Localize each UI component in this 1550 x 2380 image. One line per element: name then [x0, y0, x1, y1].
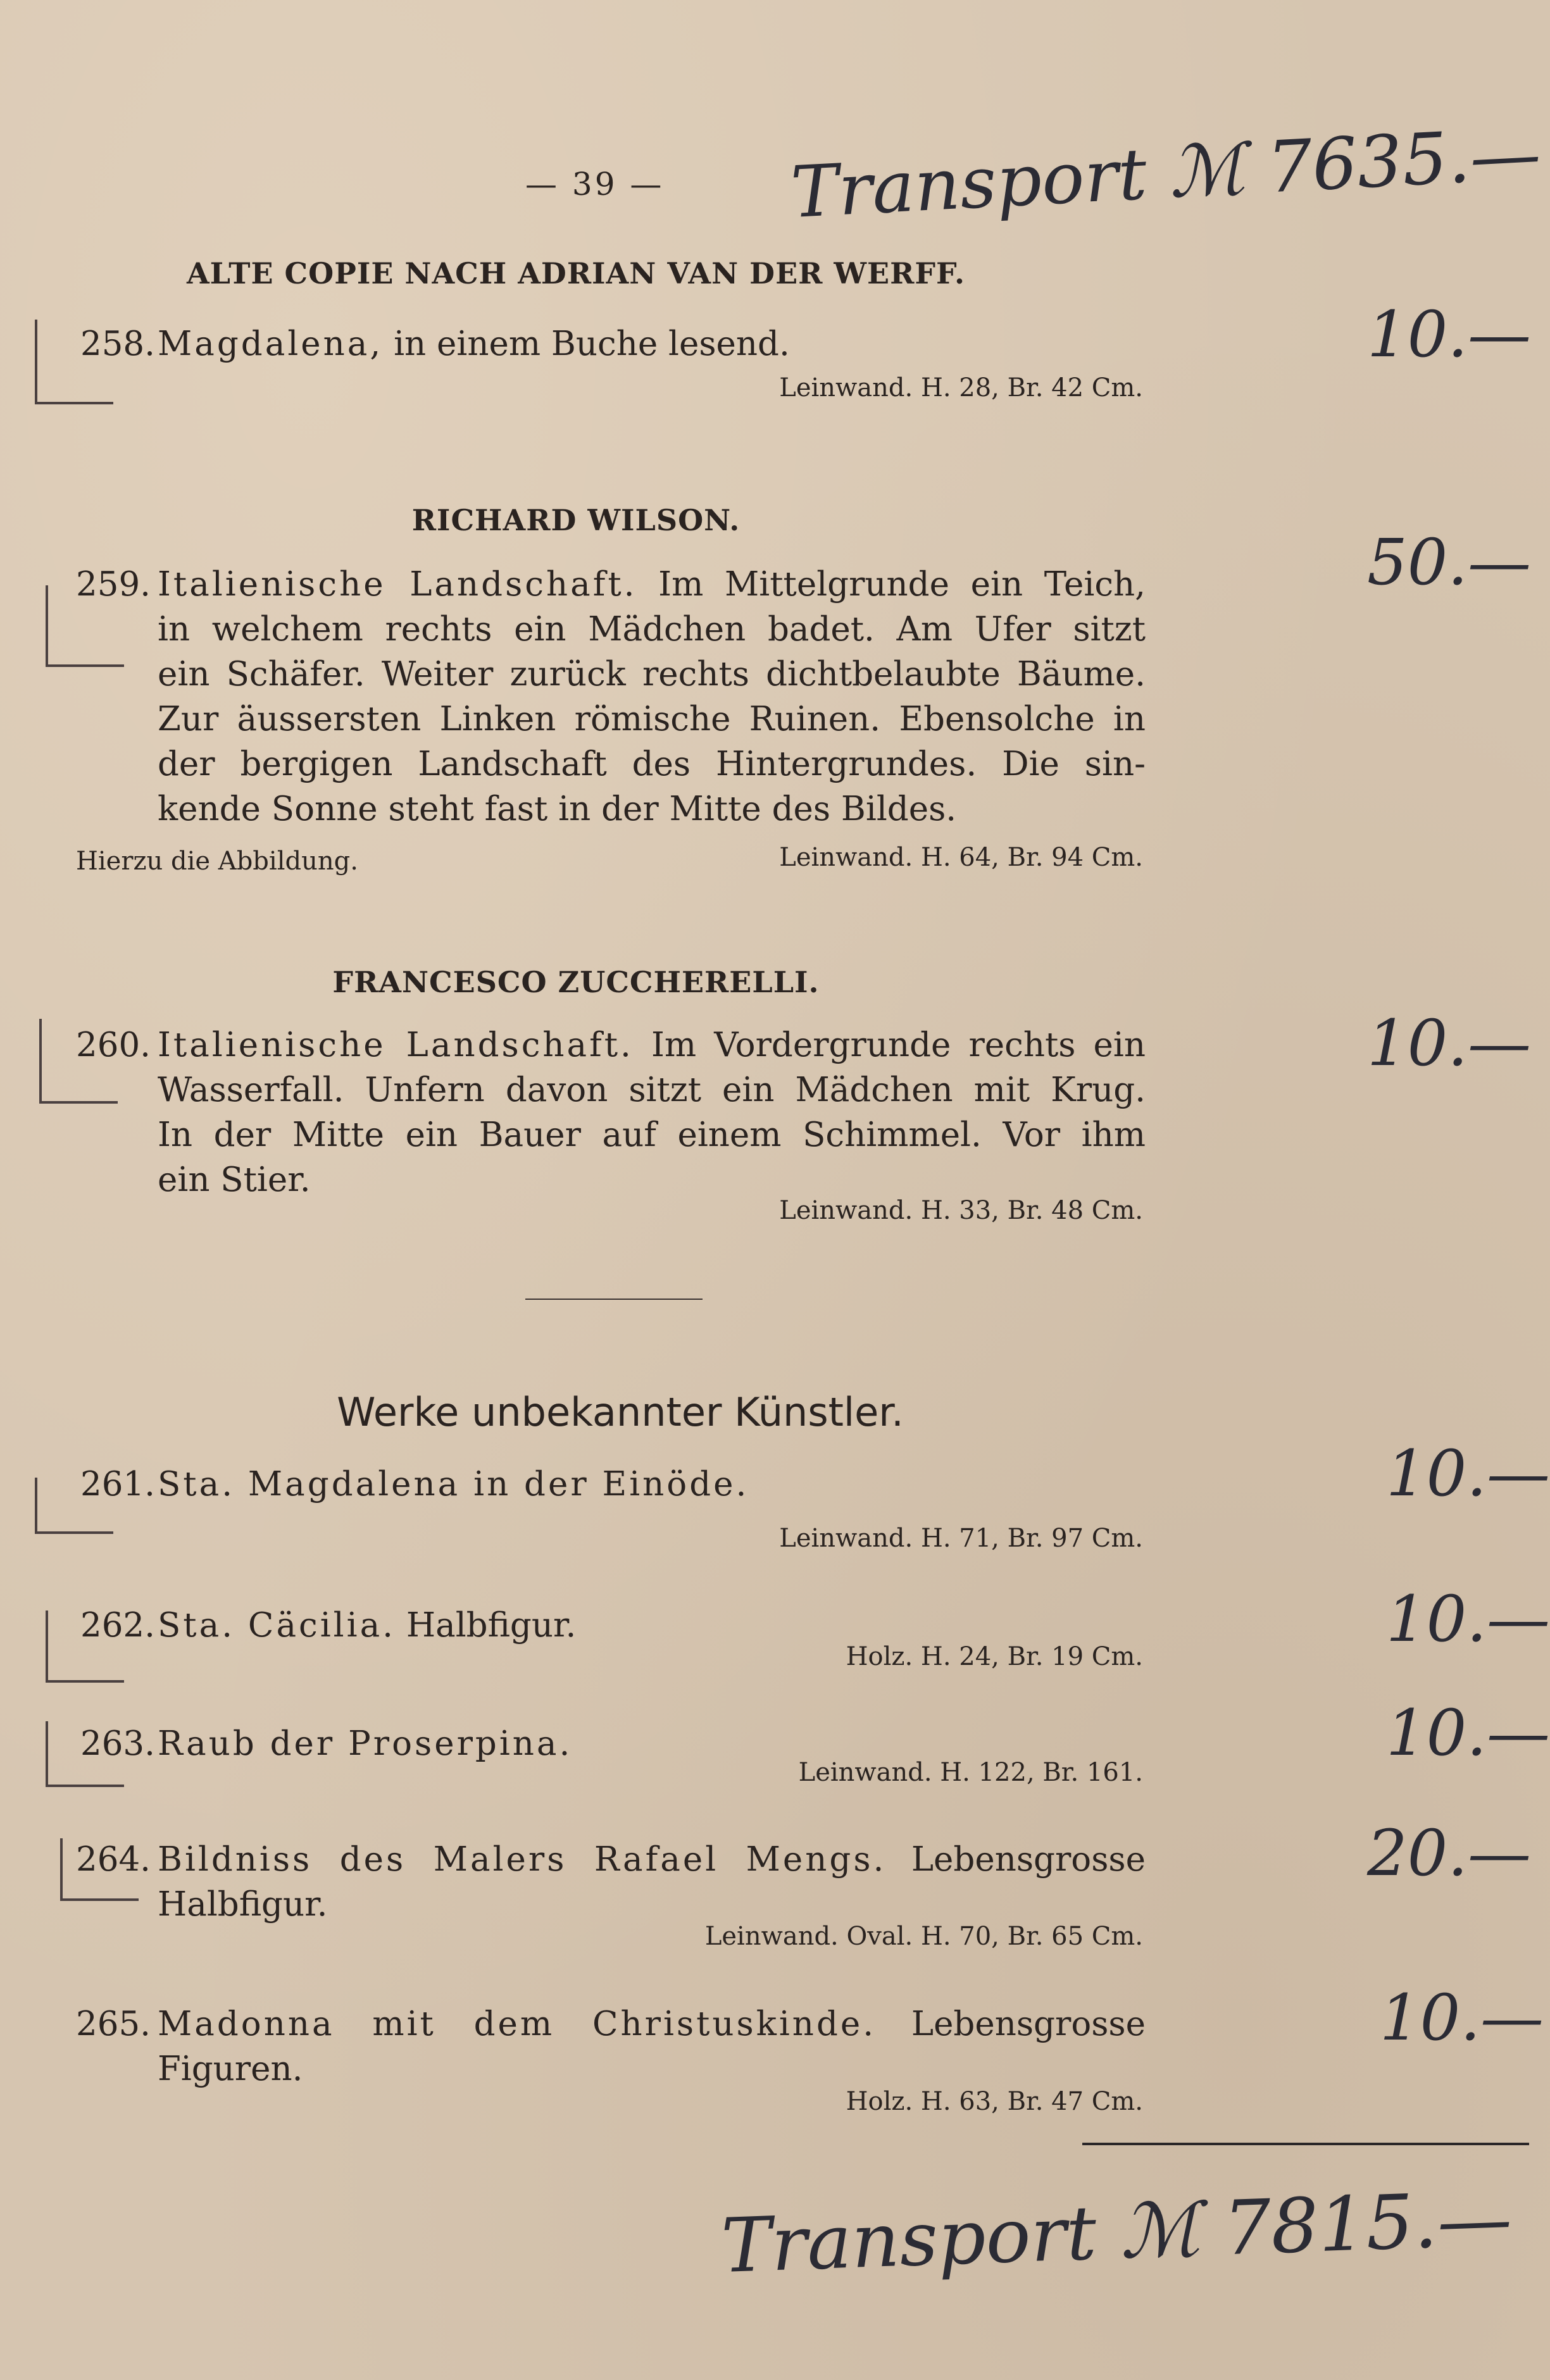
- entry-medium-263: Leinwand. H. 122, Br. 161.: [798, 1758, 1143, 1787]
- entry-medium-258: Leinwand. H. 28, Br. 42 Cm.: [779, 373, 1143, 402]
- total-rule: [1082, 2143, 1529, 2145]
- catalog-entry-262: [76, 1603, 1146, 1648]
- entry-text: Lebensgrosse: [911, 2005, 1146, 2043]
- entry-title: Sta. Magdalena in der Einöde.: [158, 1465, 749, 1504]
- entry-number: 262.: [80, 1606, 155, 1645]
- entry-text: Lebensgrosse: [911, 1840, 1146, 1879]
- artist-heading-wilson: RICHARD WILSON.: [411, 503, 741, 537]
- artist-heading-zuccherelli: FRANCESCO ZUCCHERELLI.: [332, 965, 820, 999]
- entry-title: Raub der Proserpina.: [158, 1724, 573, 1763]
- entry-medium-259: Leinwand. H. 64, Br. 94 Cm.: [779, 843, 1143, 872]
- entry-number: 258.: [80, 325, 155, 363]
- entry-medium-260: Leinwand. H. 33, Br. 48 Cm.: [779, 1196, 1143, 1225]
- entry-title: Sta. Cäcilia.: [158, 1606, 396, 1645]
- price-261: 10.—: [1386, 1436, 1550, 1511]
- price-258: 10.—: [1367, 297, 1532, 371]
- entry-title: Bildniss des Malers Rafael Mengs.: [158, 1840, 887, 1879]
- section-divider: [525, 1299, 703, 1300]
- entry-number: 260.: [76, 1026, 151, 1064]
- catalog-entry-264: [76, 1837, 1146, 1927]
- handwritten-transport-bottom: Transport ℳ 7815.—: [720, 2174, 1514, 2290]
- entry-text: Zur äussersten Linken römische Ruinen. Ebensolche in: [158, 700, 1146, 738]
- handwritten-transport-top: Transport ℳ 7635.—: [789, 113, 1543, 234]
- entry-number: 263.: [80, 1724, 155, 1763]
- entry-title: Italienische Landschaft.: [158, 565, 637, 604]
- catalog-entry-259: [76, 562, 1146, 832]
- entry-text: Figuren.: [158, 2050, 303, 2088]
- catalog-entry-261: [76, 1462, 1146, 1507]
- entry-title: Madonna mit dem Christuskinde.: [158, 2005, 877, 2043]
- entry-medium-264: Leinwand. Oval. H. 70, Br. 65 Cm.: [704, 1922, 1143, 1951]
- price-260: 10.—: [1367, 1006, 1532, 1080]
- entry-number: 261.: [80, 1465, 155, 1504]
- illustration-note: Hierzu die Abbildung.: [76, 847, 358, 876]
- entry-text: Halbfigur.: [406, 1606, 577, 1645]
- price-265: 10.—: [1380, 1981, 1544, 2055]
- entry-text: Wasserfall. Unfern davon sitzt ein Mädchen mit Krug.: [158, 1071, 1146, 1109]
- catalog-entry-260: [76, 1023, 1146, 1202]
- entry-text: ein Stier.: [158, 1161, 311, 1199]
- entry-text: in welchem rechts ein Mädchen badet. Am Ufer sitzt: [158, 610, 1146, 649]
- artist-heading-werff: ALTE COPIE NACH ADRIAN VAN DER WERFF.: [186, 256, 966, 290]
- entry-title: Italienische Landschaft.: [158, 1026, 634, 1064]
- entry-text: in einem Buche lesend.: [394, 325, 790, 363]
- price-259: 50.—: [1367, 525, 1532, 599]
- entry-text: Im Vordergrunde rechts ein: [651, 1026, 1146, 1064]
- entry-number: 265.: [76, 2005, 151, 2043]
- catalog-entry-265: [76, 2002, 1146, 2091]
- catalog-entry-258: [76, 321, 1146, 366]
- entry-text: In der Mitte ein Bauer auf einem Schimmel. Vor ihm: [158, 1116, 1146, 1154]
- entry-number: 259.: [76, 565, 151, 604]
- entry-text: ein Schäfer. Weiter zurück rechts dichtbelaubte Bäume.: [158, 655, 1146, 694]
- page-number: — 39 —: [525, 166, 665, 202]
- price-263: 10.—: [1386, 1696, 1550, 1770]
- entry-title: Magdalena,: [158, 325, 384, 363]
- price-264: 20.—: [1367, 1816, 1532, 1890]
- entry-text: kende Sonne steht fast in der Mitte des Bildes.: [158, 790, 957, 828]
- entry-text: Halbfigur.: [158, 1885, 328, 1924]
- entry-number: 264.: [76, 1840, 151, 1879]
- entry-medium-261: Leinwand. H. 71, Br. 97 Cm.: [779, 1524, 1143, 1553]
- entry-medium-265: Holz. H. 63, Br. 47 Cm.: [846, 2087, 1143, 2116]
- entry-text: der bergigen Landschaft des Hintergrundes. Die sin-: [158, 745, 1146, 783]
- entry-text: Im Mittelgrunde ein Teich,: [658, 565, 1146, 604]
- entry-medium-262: Holz. H. 24, Br. 19 Cm.: [846, 1642, 1143, 1671]
- section-heading-unknown-artists: Werke unbekannter Künstler.: [337, 1389, 904, 1435]
- price-262: 10.—: [1386, 1582, 1550, 1656]
